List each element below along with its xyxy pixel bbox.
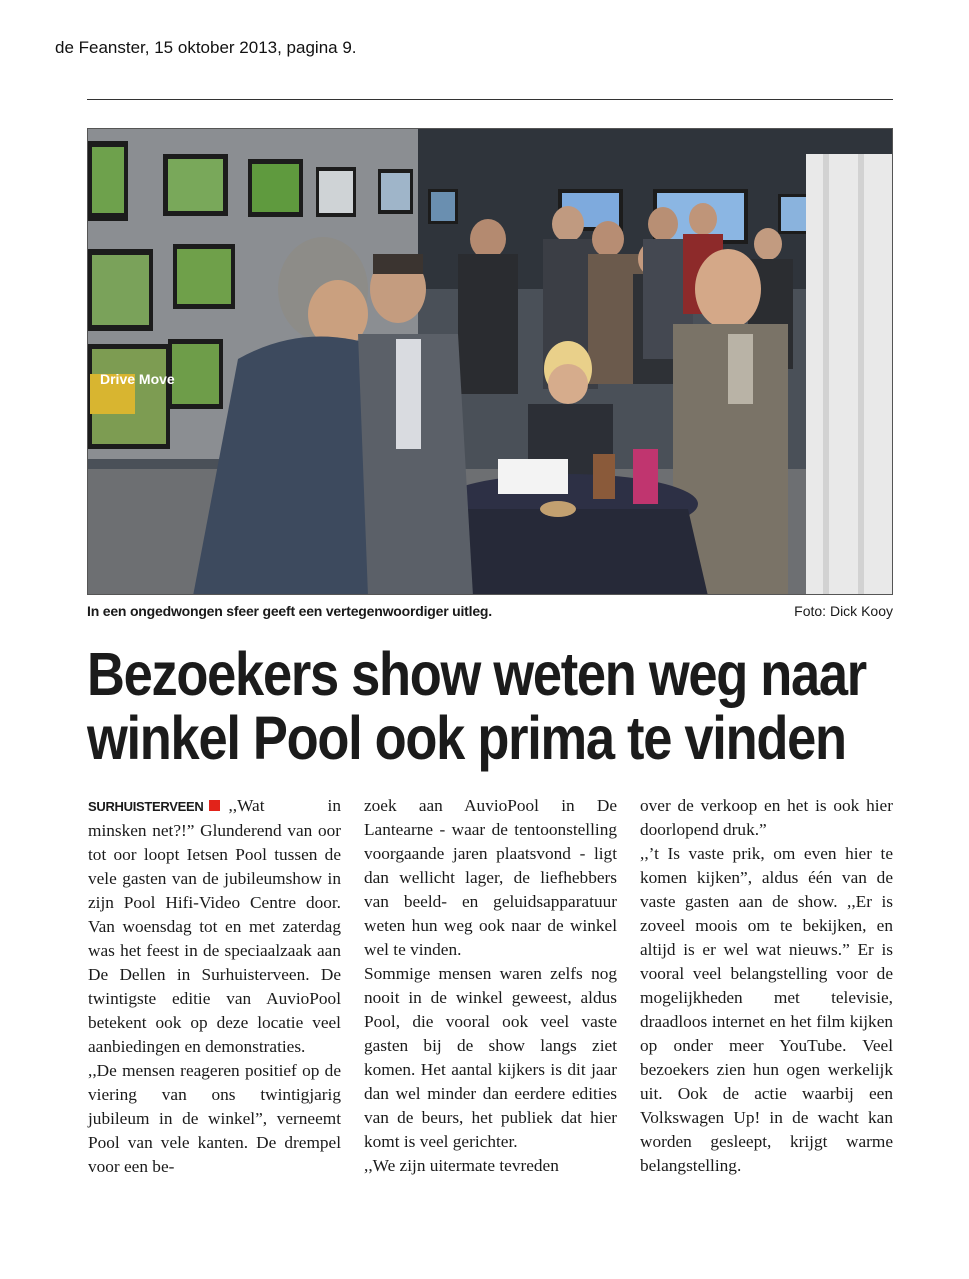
article-column-2 bbox=[364, 794, 617, 1178]
photo-event-image bbox=[88, 129, 893, 595]
headline-line-2: winkel Pool ook prima te vinden bbox=[87, 704, 846, 772]
header-rule bbox=[87, 99, 893, 100]
red-square-icon bbox=[209, 800, 220, 811]
article-photo bbox=[87, 128, 893, 595]
paragraph: over de verkoop en het is ook hier doorlopend druk.” bbox=[640, 796, 893, 839]
photo-credit: Foto: Dick Kooy bbox=[794, 603, 893, 619]
photo-caption: In een ongedwongen sfeer geeft een vertegenwoordiger uitleg. bbox=[87, 603, 492, 619]
paragraph: ,,De mensen reageren positief op de viering van ons twintigjarig jubileum in de winkel”, verneemt Pool van vele kanten. De drempel voor een be- bbox=[88, 1061, 341, 1176]
article-column-1 bbox=[88, 794, 341, 1179]
lead-paragraph bbox=[88, 794, 341, 1059]
photo-caption-bar bbox=[87, 603, 893, 625]
headline bbox=[87, 640, 866, 772]
tv-screen-text: Drive Move bbox=[100, 371, 175, 387]
lead-text: ,,Wat in minsken net?!” Glunderend van oor tot oor loopt Ietsen Pool tussen de vele gasten van de jubileumshow in zijn Pool Hifi-Video Centre door. Van woensdag tot en met zaterdag was het feest in de speciaalzaak aan De Dellen in Surhuisterveen. De twintigste editie van AuvioPool betekent ook op deze locatie veel aanbiedingen en demonstraties. bbox=[88, 796, 341, 1056]
paragraph: ,,’t Is vaste prik, om even hier te komen kijken”, aldus één van de vaste gasten aan de show. ,,Er is zoveel moois om te bekijken, en altijd is er wel wat nieuws.” Er is vooral veel belangstelling voor de mogelijkheden met televisie, draadloos internet en het film kijken op onder meer YouTube. Veel bezoekers zien hun ogen werkelijk uit. Ook de actie waarbij een Volkswagen Up! in de wacht kan worden gesleept, krijgt warme belangstelling. bbox=[640, 844, 893, 1175]
source-line: de Feanster, 15 oktober 2013, pagina 9. bbox=[55, 38, 357, 57]
article-column-3 bbox=[640, 794, 893, 1178]
dateline: SURHUISTERVEEN bbox=[88, 799, 204, 814]
paragraph: Sommige mensen waren zelfs nog nooit in de winkel geweest, aldus Pool, die vooral ook veel vaste gasten bij de show langs ziet komen. Het aantal kijkers is dit jaar dan wel minder dan eerdere edities van de beurs, het publiek dat hier komt is veel gerichter. bbox=[364, 964, 617, 1151]
paragraph: zoek aan AuvioPool in De Lantearne - waar de tentoonstelling voorgaande jaren plaatsvond - ligt dan wellicht lager, de liefhebbers van beeld- en geluidsapparatuur weten hun weg ook naar de winkel wel te vinden. bbox=[364, 796, 617, 959]
headline-line-1: Bezoekers show weten weg naar bbox=[87, 640, 866, 708]
paragraph: ,,We zijn uitermate tevreden bbox=[364, 1156, 559, 1175]
